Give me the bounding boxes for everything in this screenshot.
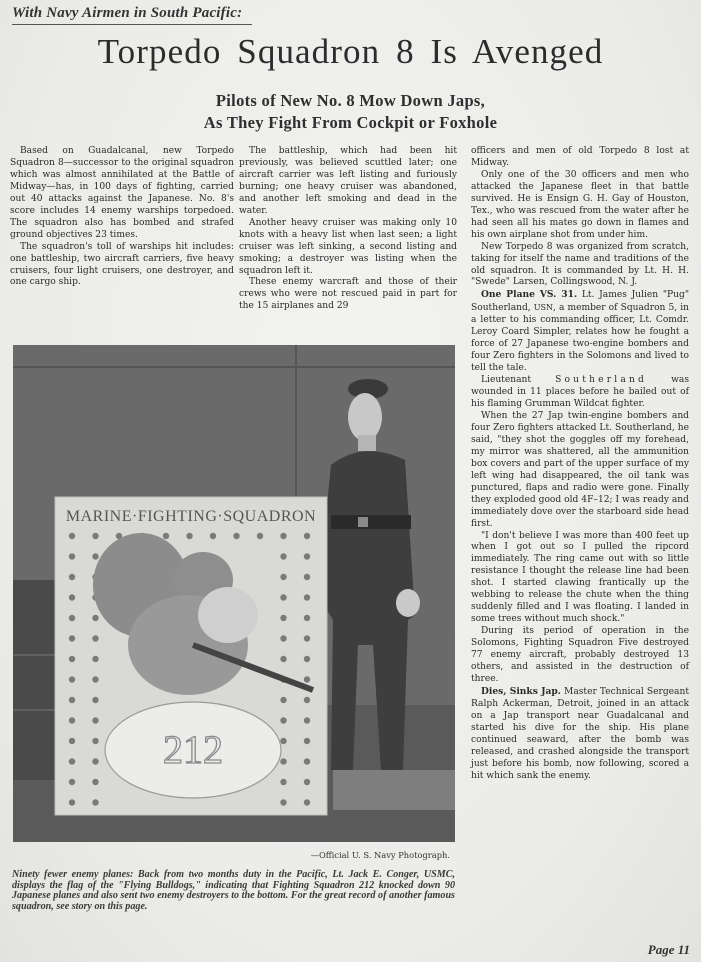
rising-sun-flag: [304, 656, 310, 662]
rising-sun-flag: [280, 553, 286, 559]
paragraph: Only one of the 30 officers and men who attacked the Japanese fleet in that battle survived. He is Ensign G. H. Gay of Houston, Tex., who was rescued from the water after he had seen all his mates go down in flames and his own airplane shot from under him.: [471, 169, 689, 240]
rising-sun-flag: [92, 553, 98, 559]
rising-sun-flag: [304, 779, 310, 785]
paragraph: officers and men of old Torpedo 8 lost at Midway.: [471, 146, 689, 168]
paragraph: "I don't believe I was more than 400 feet up when I got out so I pulled the ripcord immediately. The ring came out with so little resistance I thought the release line had been shot. I started clawing frantically up the webbing to release the chute when the thing suddenly filled and I was floating. I landed in some trees without much shock.": [471, 530, 689, 625]
text-span: USN: [533, 303, 553, 313]
rising-sun-flag: [92, 533, 98, 539]
rising-sun-flag: [304, 676, 310, 682]
rising-sun-flag: [280, 533, 286, 539]
rising-sun-flag: [92, 758, 98, 764]
rising-sun-flag: [69, 615, 75, 621]
rising-sun-flag: [92, 615, 98, 621]
rising-sun-flag: [304, 635, 310, 641]
squadron-flag: [55, 497, 327, 815]
article-column-2: [239, 146, 457, 313]
text-span: was wounded in 11 places before he bailed out of his flaming Grumman Wildcat fighter.: [471, 375, 689, 410]
rising-sun-flag: [92, 779, 98, 785]
rising-sun-flag: [186, 533, 192, 539]
bulldog-face: [198, 587, 258, 643]
rising-sun-flag: [280, 635, 286, 641]
rising-sun-flag: [69, 533, 75, 539]
rising-sun-flag: [69, 758, 75, 764]
rising-sun-flag: [304, 615, 310, 621]
rising-sun-flag: [92, 799, 98, 805]
rising-sun-flag: [163, 533, 169, 539]
rising-sun-flag: [304, 717, 310, 723]
paragraph: Another heavy cruiser was making only 10 knots with a heavy list when last seen; a light cruiser was left sinking, a second listing and smoking; a destroyer was listing when the squadron left it.: [239, 217, 457, 276]
rising-sun-flag: [69, 779, 75, 785]
page-number: Page 11: [647, 942, 690, 957]
rising-sun-flag: [280, 615, 286, 621]
text-span: Lieutenant: [481, 375, 556, 386]
subheadline-line-2: As They Fight From Cockpit or Foxhole: [203, 113, 498, 132]
rising-sun-flag: [280, 574, 286, 580]
rising-sun-flag: [304, 553, 310, 559]
platform: [333, 770, 455, 810]
rising-sun-flag: [69, 656, 75, 662]
rising-sun-flag: [69, 697, 75, 703]
rising-sun-flag: [69, 594, 75, 600]
rising-sun-flag: [92, 656, 98, 662]
barrel: [13, 580, 58, 780]
rising-sun-flag: [280, 799, 286, 805]
rising-sun-flag: [304, 697, 310, 703]
rising-sun-flag: [69, 738, 75, 744]
rising-sun-flag: [280, 779, 286, 785]
photo-illustration: [13, 345, 455, 842]
paragraph: The squadron's toll of warships hit includes: one battleship, two aircraft carriers, five heavy cruisers, four light cruisers, one destroyer, and one cargo ship.: [10, 241, 234, 288]
squadron-number: 212: [163, 727, 223, 772]
text-span: , a member of Squadron 5, in a letter to his commanding officer, Lt. Comdr. Leroy Coard Simpler, relates how he fought a force of 27 Japanese two-engine bombers and four Zero fighters in the Solomons and lived to tell the tale.: [471, 303, 689, 374]
paragraph: New Torpedo 8 was organized from scratch, taking for itself the name and traditions of the old squadron. It is commanded by Lt. H. H. "Swede" Larsen, Collingswood, N. J.: [471, 241, 689, 288]
run-in-heading: One Plane VS. 31.: [481, 289, 578, 301]
paragraph: During its period of operation in the Solomons, Fighting Squadron Five destroyed 77 enemy aircraft, probably destroyed 13 others, and assisted in the destruction of three.: [471, 626, 689, 684]
rising-sun-flag: [280, 717, 286, 723]
rising-sun-flag: [304, 533, 310, 539]
photo-caption: Ninety fewer enemy planes: Back from two months duty in the Pacific, Lt. Jack E. Conger, USMC, displays the flag of the "Flying Bulldogs," indicating that Fighting Squadron 212 knocked down 90 Japanese planes and also sent two enemy destroyers to the bottom. For the great record of another famous squadron, see story on this page.: [12, 869, 455, 912]
paragraph: When the 27 Jap twin-engine bombers and four Zero fighters attacked Lt. Southerland, he said, "they shot the goggles off my forehead, my mirror was shattered, all the ammunition box covers and part of the upper surface of my left wing had disappeared, the oil tank was punctured, flaps and radio were gone. Finally they exploded good old 4F–12; I was ready and immediately dove over the starboard side head first.: [471, 410, 689, 529]
rising-sun-flag: [280, 656, 286, 662]
rising-sun-flag: [280, 697, 286, 703]
subheadline: [0, 90, 701, 134]
rising-sun-flag: [92, 738, 98, 744]
rising-sun-flag: [210, 533, 216, 539]
rising-sun-flag: [304, 799, 310, 805]
rising-sun-flag: [304, 758, 310, 764]
rising-sun-flag: [304, 574, 310, 580]
rising-sun-flag: [280, 738, 286, 744]
flag-banner-text: MARINE·FIGHTING·SQUADRON: [65, 508, 317, 525]
rising-sun-flag: [280, 758, 286, 764]
paragraph: These enemy warcraft and those of their crews who were not rescued paid in part for the 15 airplanes and 29: [239, 277, 457, 312]
article-column-1: [10, 146, 234, 289]
article-column-3: [471, 146, 689, 783]
headline: Torpedo Squadron 8 Is Avenged: [97, 32, 604, 71]
rising-sun-flag: [92, 635, 98, 641]
rising-sun-flag: [69, 676, 75, 682]
rising-sun-flag: [69, 574, 75, 580]
section-kicker: With Navy Airmen in South Pacific:: [12, 5, 252, 25]
rising-sun-flag: [69, 717, 75, 723]
rising-sun-flag: [233, 533, 239, 539]
rising-sun-flag: [92, 676, 98, 682]
paragraph: [471, 289, 689, 375]
rising-sun-flag: [69, 635, 75, 641]
paragraph: Based on Guadalcanal, new Torpedo Squadron 8—successor to the original squadron which was almost annihilated at the Battle of Midway—has, in 100 days of fighting, carried out 40 attacks against the Japanese. No. 8's score includes 14 enemy warships torpedoed. The squadron also has bombed and strafed ground objectives 23 times.: [10, 146, 234, 240]
rising-sun-flag: [257, 533, 263, 539]
text-span: Master Technical Sergeant Ralph Ackerman, Detroit, joined in an attack on a Jap transport near Guadalcanal and started his dive for the ship. His plane continued seaward, after the bomb was released, and crashed alongside the transport just before his bomb, now following, scored a hit which sank the enemy.: [471, 686, 689, 781]
run-in-heading: Dies, Sinks Jap.: [481, 685, 561, 697]
text-span: Southerland: [555, 375, 648, 386]
rising-sun-flag: [304, 738, 310, 744]
rising-sun-flag: [69, 553, 75, 559]
paragraph: [471, 375, 689, 411]
news-photo: [13, 345, 455, 842]
rising-sun-flag: [69, 799, 75, 805]
text-span: Lt. James Julien "Pug" Southerland,: [471, 290, 690, 314]
paragraph: [471, 686, 689, 783]
rising-sun-flag: [92, 717, 98, 723]
subheadline-line-1: Pilots of New No. 8 Mow Down Japs,: [215, 91, 486, 110]
rising-sun-flag: [92, 697, 98, 703]
rising-sun-flag: [280, 594, 286, 600]
photo-credit: —Official U. S. Navy Photograph.: [310, 850, 450, 860]
rising-sun-flag: [304, 594, 310, 600]
paragraph: The battleship, which had been hit previously, was believed scuttled later; one aircraft carrier was left listing and furiously burning; one heavy cruiser was abandoned, and another left smoking and dead in the water.: [239, 146, 457, 216]
